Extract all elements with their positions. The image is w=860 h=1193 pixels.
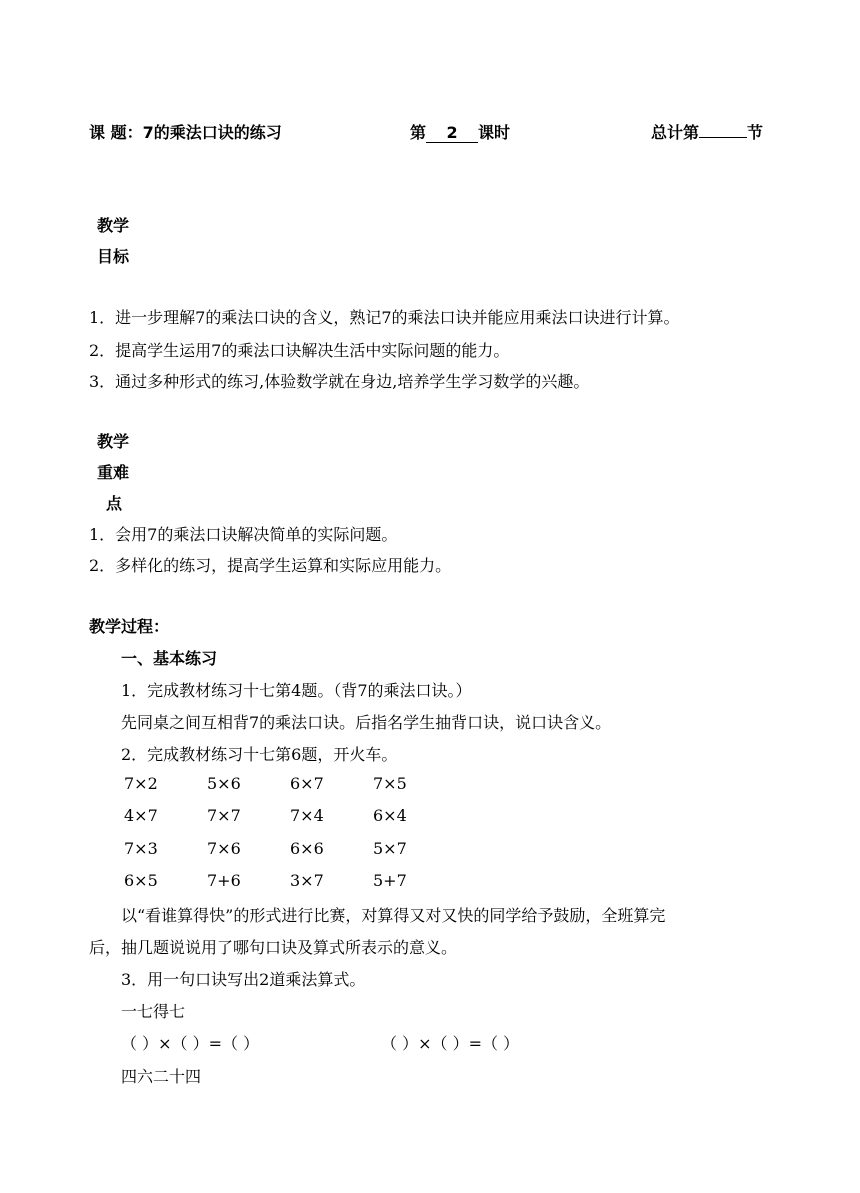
grid-cell: 5×6 <box>207 774 241 793</box>
total-prefix: 总计第 <box>651 123 700 142</box>
grid-cell: 7×3 <box>124 839 158 858</box>
grid-cell: 7×2 <box>124 774 158 793</box>
grid-cell: 3×7 <box>290 871 324 890</box>
keypoints-label-2: 重难 <box>97 463 130 482</box>
grid-cell: 5+7 <box>373 871 407 890</box>
process-item-1: 1．完成教材练习十七第4题。（背7的乘法口诀。） <box>121 681 472 700</box>
total-blank <box>699 137 747 138</box>
process-item-2-detail-2: 后，抽几题说说用了哪句口诀及算式所表示的意义。 <box>89 938 458 957</box>
total-suffix: 节 <box>747 123 764 142</box>
goal-item-1: 1．进一步理解7的乘法口诀的含义，熟记7的乘法口诀并能应用乘法口诀进行计算。 <box>89 308 680 327</box>
grid-cell: 6×4 <box>373 806 407 825</box>
process-item-2-detail-1: 以“看谁算得快”的形式进行比赛，对算得又对又快的同学给予鼓励，全班算完 <box>121 906 666 925</box>
grid-cell: 6×6 <box>290 839 324 858</box>
grid-cell: 6×5 <box>124 871 158 890</box>
goal-item-2: 2．提高学生运用7的乘法口诀解决生活中实际问题的能力。 <box>89 341 510 360</box>
keypoint-item-2: 2．多样化的练习，提高学生运算和实际应用能力。 <box>89 556 452 575</box>
keypoint-item-1: 1．会用7的乘法口诀解决简单的实际问题。 <box>89 525 398 544</box>
grid-cell: 7×5 <box>373 774 407 793</box>
period-suffix: 课时 <box>478 123 511 142</box>
goals-label-1: 教学 <box>97 216 130 235</box>
grid-cell: 7×4 <box>290 806 324 825</box>
topic-title: 7的乘法口诀的练习 <box>142 123 282 142</box>
rhyme-1: 一七得七 <box>121 1002 186 1021</box>
lesson-topic <box>89 120 282 143</box>
goals-label-2: 目标 <box>97 247 130 266</box>
period-prefix: 第 <box>410 123 427 142</box>
topic-prefix: 课 题： <box>89 123 143 142</box>
section1-title: 一、基本练习 <box>121 649 218 668</box>
total-count <box>651 120 763 143</box>
grid-cell: 4×7 <box>124 806 158 825</box>
grid-cell: 7×7 <box>207 806 241 825</box>
rhyme-2: 四六二十四 <box>121 1067 202 1086</box>
period-number: 2 <box>426 124 478 143</box>
keypoints-label-1: 教学 <box>97 432 130 451</box>
grid-cell: 7+6 <box>207 871 241 890</box>
process-title: 教学过程： <box>89 617 170 636</box>
process-item-1-detail: 先同桌之间互相背7的乘法口诀。后指名学生抽背口诀，说口诀含义。 <box>121 713 612 732</box>
goal-item-3: 3．通过多种形式的练习,体验数学就在身边,培养学生学习数学的兴趣。 <box>89 372 590 391</box>
lesson-period <box>410 120 510 143</box>
keypoints-label-3: 点 <box>106 494 123 513</box>
grid-cell: 6×7 <box>290 774 324 793</box>
grid-cell: 5×7 <box>373 839 407 858</box>
blank-equation-left: （ ）×（ ）=（ ） <box>121 1034 260 1053</box>
process-item-2: 2．完成教材练习十七第6题，开火车。 <box>121 745 398 764</box>
grid-cell: 7×6 <box>207 839 241 858</box>
blank-equation-right: （ ）×（ ）=（ ） <box>381 1034 520 1053</box>
process-item-3: 3．用一句口诀写出2道乘法算式。 <box>121 970 366 989</box>
